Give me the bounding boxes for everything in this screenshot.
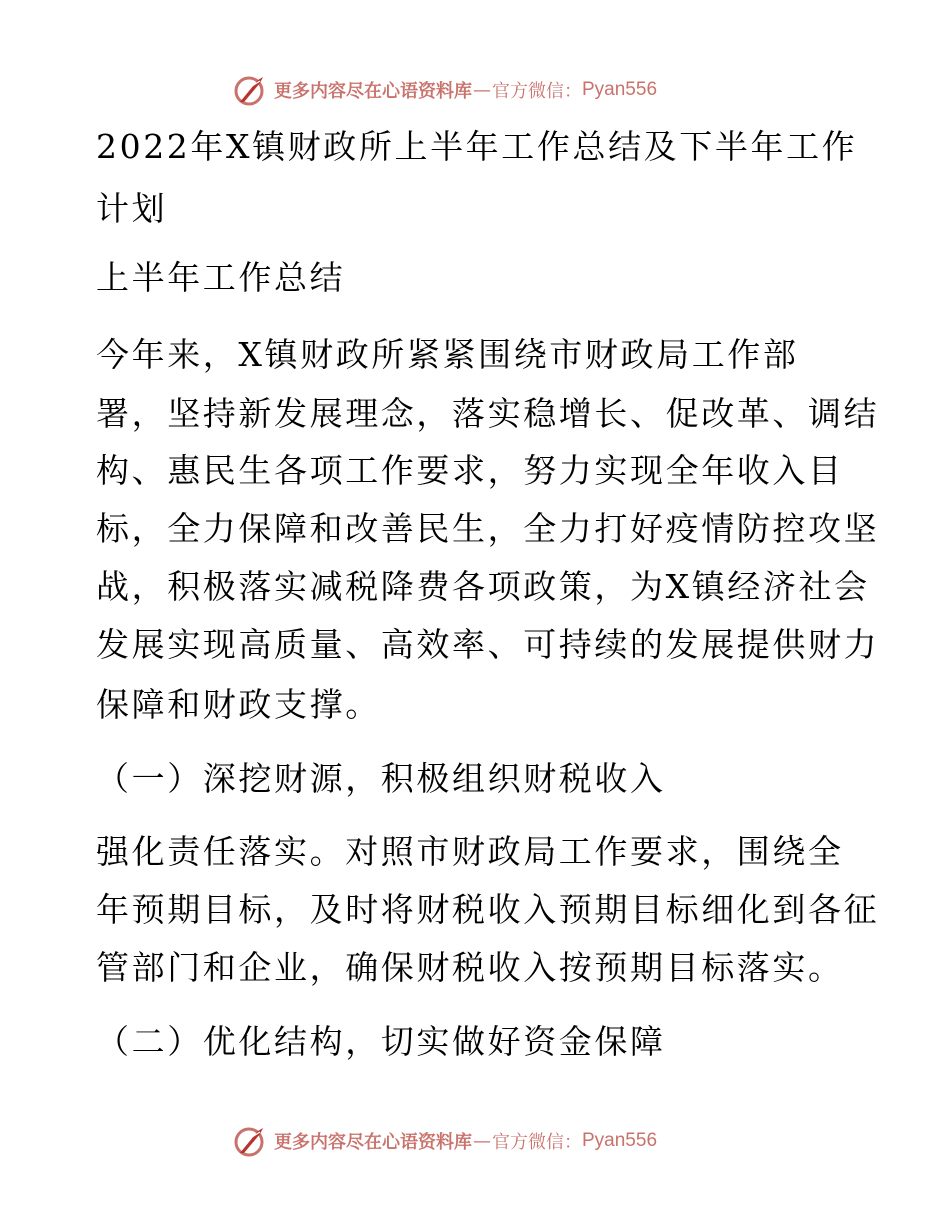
quill-logo-icon [232,72,268,108]
watermark-site-text: 更多内容尽在心语资料库 [274,81,472,102]
intro-paragraph-line: 构、惠民生各项工作要求，努力实现全年收入目 [96,451,844,490]
intro-paragraph-line: 标，全力保障和改善民生，全力打好疫情防控攻坚 [96,509,880,548]
watermark-wechat-id: Pyan556 [582,79,658,100]
watermark-site-text: 更多内容尽在心语资料库 [274,1132,472,1153]
watermark-banner-bottom [232,1121,657,1161]
intro-paragraph-line: 今年来，X镇财政所紧紧围绕市财政局工作部 [96,335,799,374]
watermark-label: 官方微信： [492,81,582,102]
document-title-line-2: 计划 [96,189,168,228]
section-heading: 上半年工作总结 [96,258,346,297]
paragraph-1-line: 强化责任落实。对照市财政局工作要求，围绕全 [96,832,844,871]
watermark-label: 官方微信： [492,1132,582,1153]
subheading-1: （一）深挖财源，积极组织财税收入 [96,759,666,798]
watermark-separator: — [473,79,491,101]
intro-paragraph-line: 发展实现高质量、高效率、可持续的发展提供财力 [96,625,880,664]
watermark-banner-top [232,70,657,110]
quill-logo-icon [232,1123,268,1159]
subheading-2: （二）优化结构，切实做好资金保障 [96,1022,666,1061]
watermark-wechat-id: Pyan556 [582,1130,658,1151]
paragraph-1-line: 管部门和企业，确保财税收入按预期目标落实。 [96,948,844,987]
intro-paragraph-line: 保障和财政支撑。 [96,685,381,724]
intro-paragraph-line: 署，坚持新发展理念，落实稳增长、促改革、调结 [96,394,880,433]
watermark-separator: — [473,1130,491,1152]
intro-paragraph-line: 战，积极落实减税降费各项政策，为X镇经济社会 [96,567,870,606]
document-title-line-1: 2022年X镇财政所上半年工作总结及下半年工作 [96,127,858,166]
paragraph-1-line: 年预期目标，及时将财税收入预期目标细化到各征 [96,890,880,929]
